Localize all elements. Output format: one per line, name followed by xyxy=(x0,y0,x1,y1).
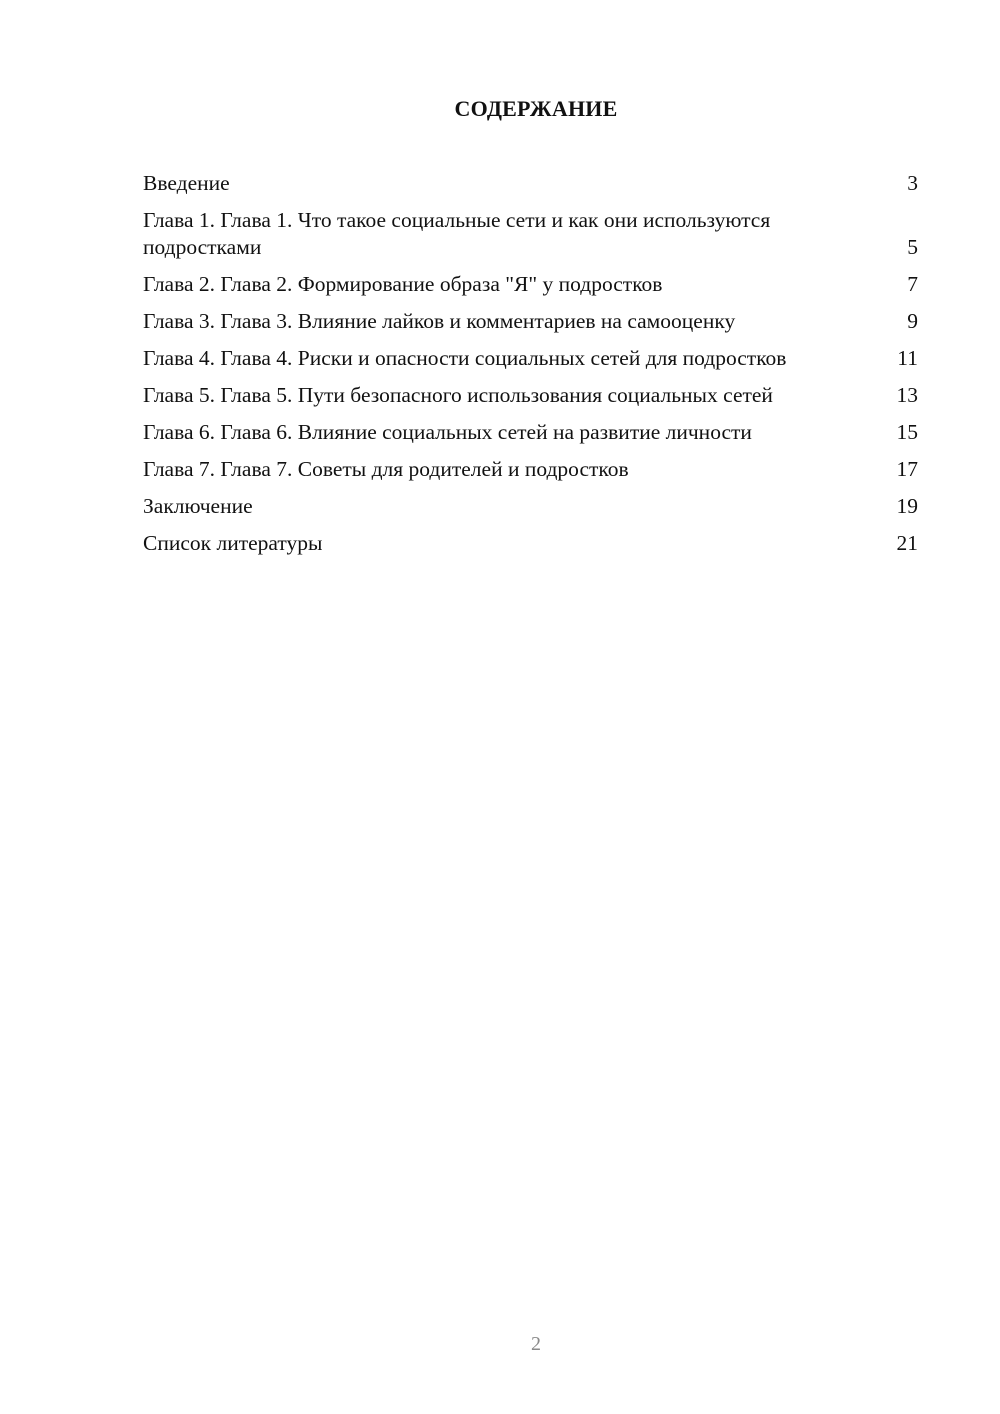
toc-entry-chapter-3 xyxy=(143,308,918,335)
table-of-contents xyxy=(143,170,918,567)
toc-entry-page: 19 xyxy=(896,494,918,518)
toc-entry-title: Глава 3. Глава 3. Влияние лайков и комментариев на самооценку xyxy=(143,309,736,333)
toc-entry-page: 5 xyxy=(907,235,918,259)
toc-entry-title: Глава 2. Глава 2. Формирование образа "Я" у подростков xyxy=(143,272,663,296)
toc-entry-page: 21 xyxy=(896,531,918,555)
toc-entry-page: 9 xyxy=(907,309,918,333)
toc-entry-title: Введение xyxy=(143,171,230,195)
toc-entry-chapter-4 xyxy=(143,345,918,372)
toc-entry-title: Глава 6. Глава 6. Влияние социальных сетей на развитие личности xyxy=(143,420,752,444)
toc-entry-page: 15 xyxy=(896,420,918,444)
toc-entry-introduction xyxy=(143,170,918,197)
toc-entry-page: 17 xyxy=(896,457,918,481)
toc-entry-title: Глава 4. Глава 4. Риски и опасности социальных сетей для подростков xyxy=(143,346,787,370)
toc-entry-chapter-5 xyxy=(143,382,918,409)
toc-entry-chapter-6 xyxy=(143,419,918,446)
page-number: 2 xyxy=(531,1333,541,1355)
toc-entry-references xyxy=(143,530,918,557)
toc-heading: СОДЕРЖАНИЕ xyxy=(454,96,618,121)
toc-entry-title: Глава 5. Глава 5. Пути безопасного использования социальных сетей xyxy=(143,383,773,407)
toc-entry-title: Глава 7. Глава 7. Советы для родителей и подростков xyxy=(143,457,629,481)
toc-entry-title: Глава 1. Глава 1. Что такое социальные сети и как они используются подростками xyxy=(143,208,771,259)
toc-entry-title: Заключение xyxy=(143,494,253,518)
toc-entry-chapter-7 xyxy=(143,456,918,483)
toc-entry-chapter-2 xyxy=(143,271,918,298)
toc-entry-page: 7 xyxy=(907,272,918,296)
toc-entry-page: 13 xyxy=(896,383,918,407)
toc-entry-chapter-1 xyxy=(143,207,918,261)
toc-entry-title: Список литературы xyxy=(143,531,323,555)
toc-entry-page: 3 xyxy=(907,171,918,195)
toc-entry-conclusion xyxy=(143,493,918,520)
toc-entry-page: 11 xyxy=(897,346,918,370)
